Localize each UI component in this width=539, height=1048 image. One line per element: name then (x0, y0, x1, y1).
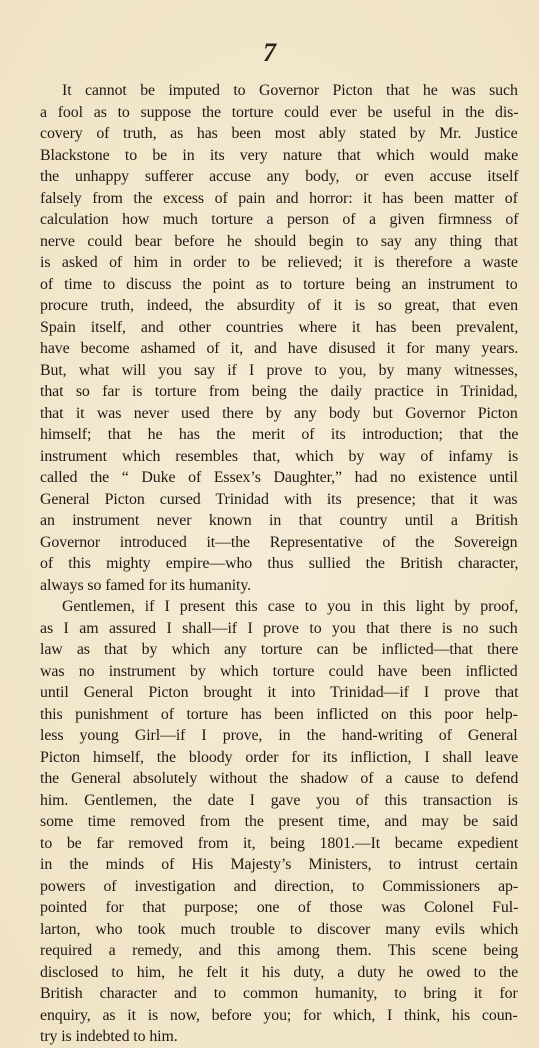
text-line: in the minds of His Majesty’s Ministers, to intrust certain (40, 856, 518, 873)
text-line: the General absolutely without the shadow of a cause to defend (40, 770, 519, 787)
text-line: less young Girl—if I prove, in the hand-writing of General (40, 727, 518, 744)
text-line: called the “ Duke of Essex’s Daughter,” had no existence until (40, 469, 518, 486)
text-line: instrument which resembles that, which by way of infamy is (40, 447, 519, 465)
text-line: procure truth, indeed, the absurdity of it is so great, that even (40, 297, 518, 314)
text-line: Blackstone to be in its very nature that which would make (40, 146, 519, 164)
text-line: Spain itself, and other countries where it has been prevalent, (40, 318, 519, 336)
text-line: powers of investigation and direction, to Commissioners ap- (40, 877, 519, 895)
text-line: But, what will you say if I prove to you, by many witnesses, (40, 361, 518, 379)
text-line: General Picton cursed Trinidad with its presence; that it was (40, 490, 518, 508)
text-line: enquiry, as it is now, before you; for which, I think, his coun- (40, 1006, 518, 1024)
text-line: larton, who took much trouble to discover many evils which (40, 920, 519, 938)
text-line: himself; that he has the merit of its introduction; that the (40, 426, 519, 443)
text-line: British character and to common humanity, to bring it for (40, 985, 518, 1002)
text-line: is asked of him in order to be relieved; it is therefore a waste (40, 254, 518, 271)
text-line: Governor introduced it—the Representative of the Sovereign (40, 533, 518, 551)
text-line: pointed for that purpose; one of those was Colonel Ful- (40, 899, 519, 916)
text-line: It cannot be imputed to Governor Picton that he was such (62, 82, 518, 99)
text-line: disclosed to him, he felt it his duty, a duty he owed to the (40, 963, 519, 981)
text-line: to be far removed from it, being 1801.—It became expedient (40, 834, 519, 852)
text-line: as I am assured I shall—if I prove to you that there is no such (40, 619, 518, 637)
text-line: this punishment of torture has been inflicted on this poor help- (40, 705, 518, 723)
text-line: some time removed from the present time, and may be said (40, 813, 518, 830)
text-line: was no instrument by which torture could have been inflicted (40, 662, 518, 680)
text-line: of time to discuss the point as to torture being an instrument to (40, 275, 518, 293)
text-line: always so famed for its humanity. (40, 576, 252, 594)
paragraph (40, 80, 518, 596)
text-line: try is indebted to him. (40, 1028, 178, 1045)
text-line: covery of truth, as has been most ably stated by Mr. Justice (40, 125, 518, 142)
page-number: 7 (263, 38, 276, 67)
text-line: Gentlemen, if I present this case to you in this light by proof, (62, 598, 519, 615)
text-line: Picton himself, the bloody order for its infliction, I shall leave (40, 748, 519, 766)
text-line: that so far is torture from being the daily practice in Trinidad, (40, 383, 518, 400)
text-line: falsely from the excess of pain and horror: it has been matter of (40, 189, 518, 207)
text-line: that it was never used there by any body but Governor Picton (40, 404, 518, 422)
text-line: have become ashamed of it, and have disused it for many years. (40, 340, 519, 357)
text-line: an instrument never known in that country until a British (40, 512, 518, 529)
text-line: a fool as to suppose the torture could ever be useful in the dis- (40, 103, 519, 121)
text-line: required a remedy, and this among them. This scene being (40, 942, 519, 959)
text-line: law as that by which any torture can be inflicted—that there (40, 641, 519, 658)
paragraph (40, 596, 518, 1048)
text-line: until General Picton brought it into Trinidad—if I prove that (40, 684, 519, 701)
text-line: him. Gentlemen, the date I gave you of this transaction is (40, 791, 518, 809)
text-line: the unhappy sufferer accuse any body, or even accuse itself (40, 168, 519, 185)
body-text (40, 80, 518, 1048)
text-line: calculation how much torture a person of a given firmness of (40, 211, 519, 228)
text-line: nerve could bear before he should begin to say any thing that (40, 232, 518, 250)
text-line: of this mighty empire—who thus sullied the British character, (40, 555, 519, 572)
